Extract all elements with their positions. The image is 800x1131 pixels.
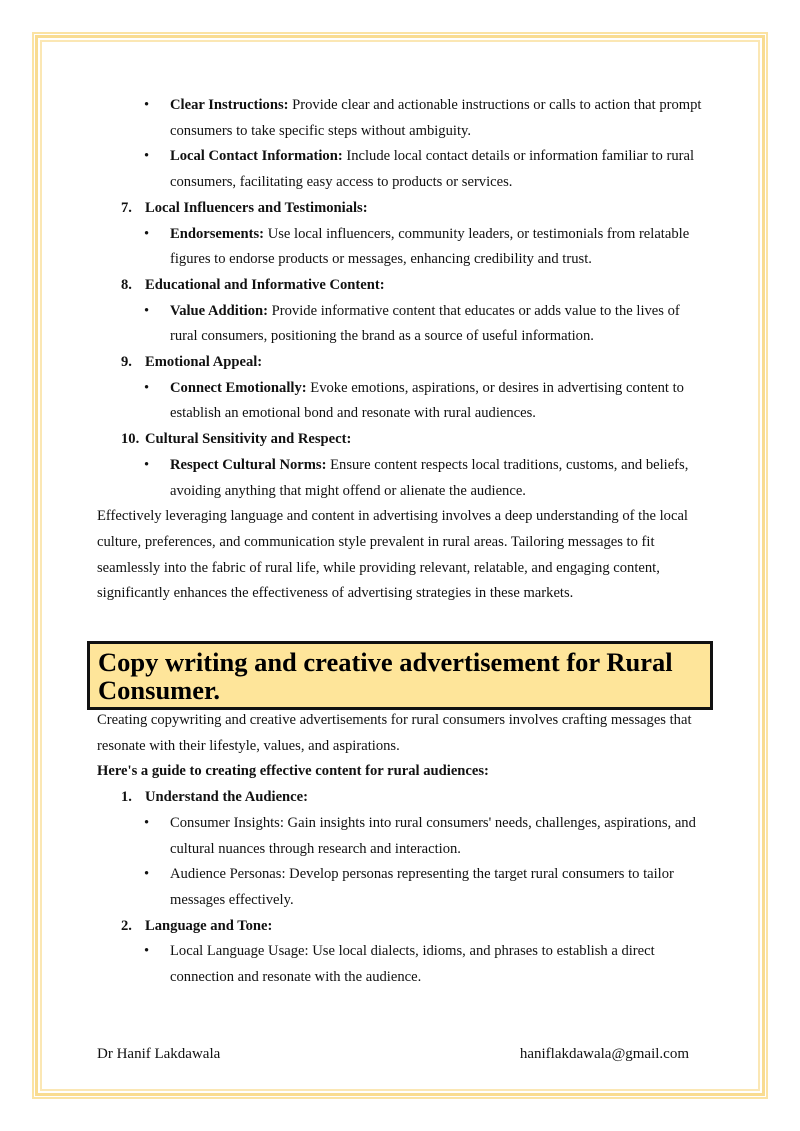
bullet-text: Provide informative content that educates or adds value to the lives of rural consumers, positioning the brand as a source of useful information.	[170, 302, 680, 345]
guide-title: Here's a guide to creating effective content for rural audiences:	[97, 763, 489, 780]
bullet-label: Connect Emotionally:	[170, 379, 307, 396]
section-heading: Copy writing and creative advertisement for Rural Consumer.	[87, 641, 713, 710]
bullet-text: Consumer Insights: Gain insights into rural consumers' needs, challenges, aspirations, and cultural nuances through research and interaction.	[170, 814, 696, 857]
list-number: 10.	[121, 431, 140, 448]
list-item	[97, 811, 707, 862]
bullet-icon: •	[144, 97, 150, 113]
bullet-text: Use local influencers, community leaders, or testimonials from relatable figures to endorse products or messages, enhancing credibility and trust.	[170, 225, 690, 268]
list-item	[97, 222, 707, 273]
bullet-icon: •	[144, 814, 150, 831]
numbered-heading-title: Educational and Informative Content:	[145, 276, 385, 293]
footer-author: Dr Hanif Lakdawala	[97, 1046, 221, 1062]
list-number: 2.	[121, 917, 132, 934]
bullet-text: Provide clear and actionable instructions or calls to action that prompt consumers to take specific steps without ambiguity.	[170, 97, 702, 139]
numbered-heading	[97, 350, 707, 376]
list-item	[97, 376, 707, 427]
bullet-label: Endorsements:	[170, 225, 265, 242]
list-item	[97, 862, 707, 913]
list-number: 7.	[121, 199, 132, 216]
list-item	[97, 93, 707, 144]
bullet-icon: •	[144, 943, 150, 960]
bullet-text: Evoke emotions, aspirations, or desires in advertising content to establish an emotional bond and resonate with rural audiences.	[170, 379, 684, 422]
list-number: 1.	[121, 789, 132, 806]
section-copywriting-content	[97, 708, 707, 991]
summary-paragraph: Effectively leveraging language and content in advertising involves a deep understanding of the local culture, preferences, and communication style prevalent in rural areas. Tailoring messages to fit seamlessly into the fabric of rural life, while providing relevant, relatable, and engaging content, significantly enhances the effectiveness of advertising strategies in these markets.	[97, 508, 688, 602]
list-item	[97, 299, 707, 350]
bullet-icon: •	[144, 148, 150, 165]
bullet-icon: •	[144, 379, 150, 396]
bullet-label: Respect Cultural Norms:	[170, 456, 327, 473]
footer-email: haniflakdawala@gmail.com	[519, 1046, 689, 1062]
numbered-heading	[97, 196, 707, 222]
bullet-icon: •	[144, 302, 150, 319]
list-item	[97, 144, 707, 195]
list-item	[97, 939, 707, 990]
bullet-text: Audience Personas: Develop personas representing the target rural consumers to tailor messages effectively.	[170, 866, 674, 908]
bullet-text: Ensure content respects local traditions, customs, and beliefs, avoiding anything that might offend or alienate the audience.	[170, 456, 689, 499]
list-number: 9.	[121, 354, 132, 371]
numbered-heading	[97, 785, 707, 811]
bullet-label: Clear Instructions:	[170, 97, 289, 113]
numbered-heading-title: Local Influencers and Testimonials:	[145, 199, 368, 216]
numbered-heading	[97, 914, 707, 940]
list-item	[97, 453, 707, 504]
numbered-heading	[97, 427, 707, 453]
list-number: 8.	[121, 276, 132, 293]
numbered-heading-title: Understand the Audience:	[145, 789, 308, 806]
numbered-heading	[97, 273, 707, 299]
bullet-text: Include local contact details or information familiar to rural consumers, facilitating easy access to products or services.	[170, 148, 695, 191]
bullet-icon: •	[144, 225, 150, 242]
numbered-heading-title: Cultural Sensitivity and Respect:	[145, 431, 352, 448]
section-language-content	[97, 93, 707, 607]
bullet-label: Value Addition:	[170, 302, 269, 319]
bullet-text: Local Language Usage: Use local dialects, idioms, and phrases to establish a direct connection and resonate with the audience.	[170, 943, 655, 986]
numbered-heading-title: Language and Tone:	[145, 917, 273, 934]
bullet-label: Local Contact Information:	[170, 148, 343, 165]
intro-paragraph: Creating copywriting and creative advertisements for rural consumers involves crafting messages that resonate with their lifestyle, values, and aspirations.	[97, 712, 692, 754]
bullet-icon: •	[144, 456, 150, 473]
bullet-icon: •	[144, 866, 150, 883]
numbered-heading-title: Emotional Appeal:	[145, 354, 263, 371]
